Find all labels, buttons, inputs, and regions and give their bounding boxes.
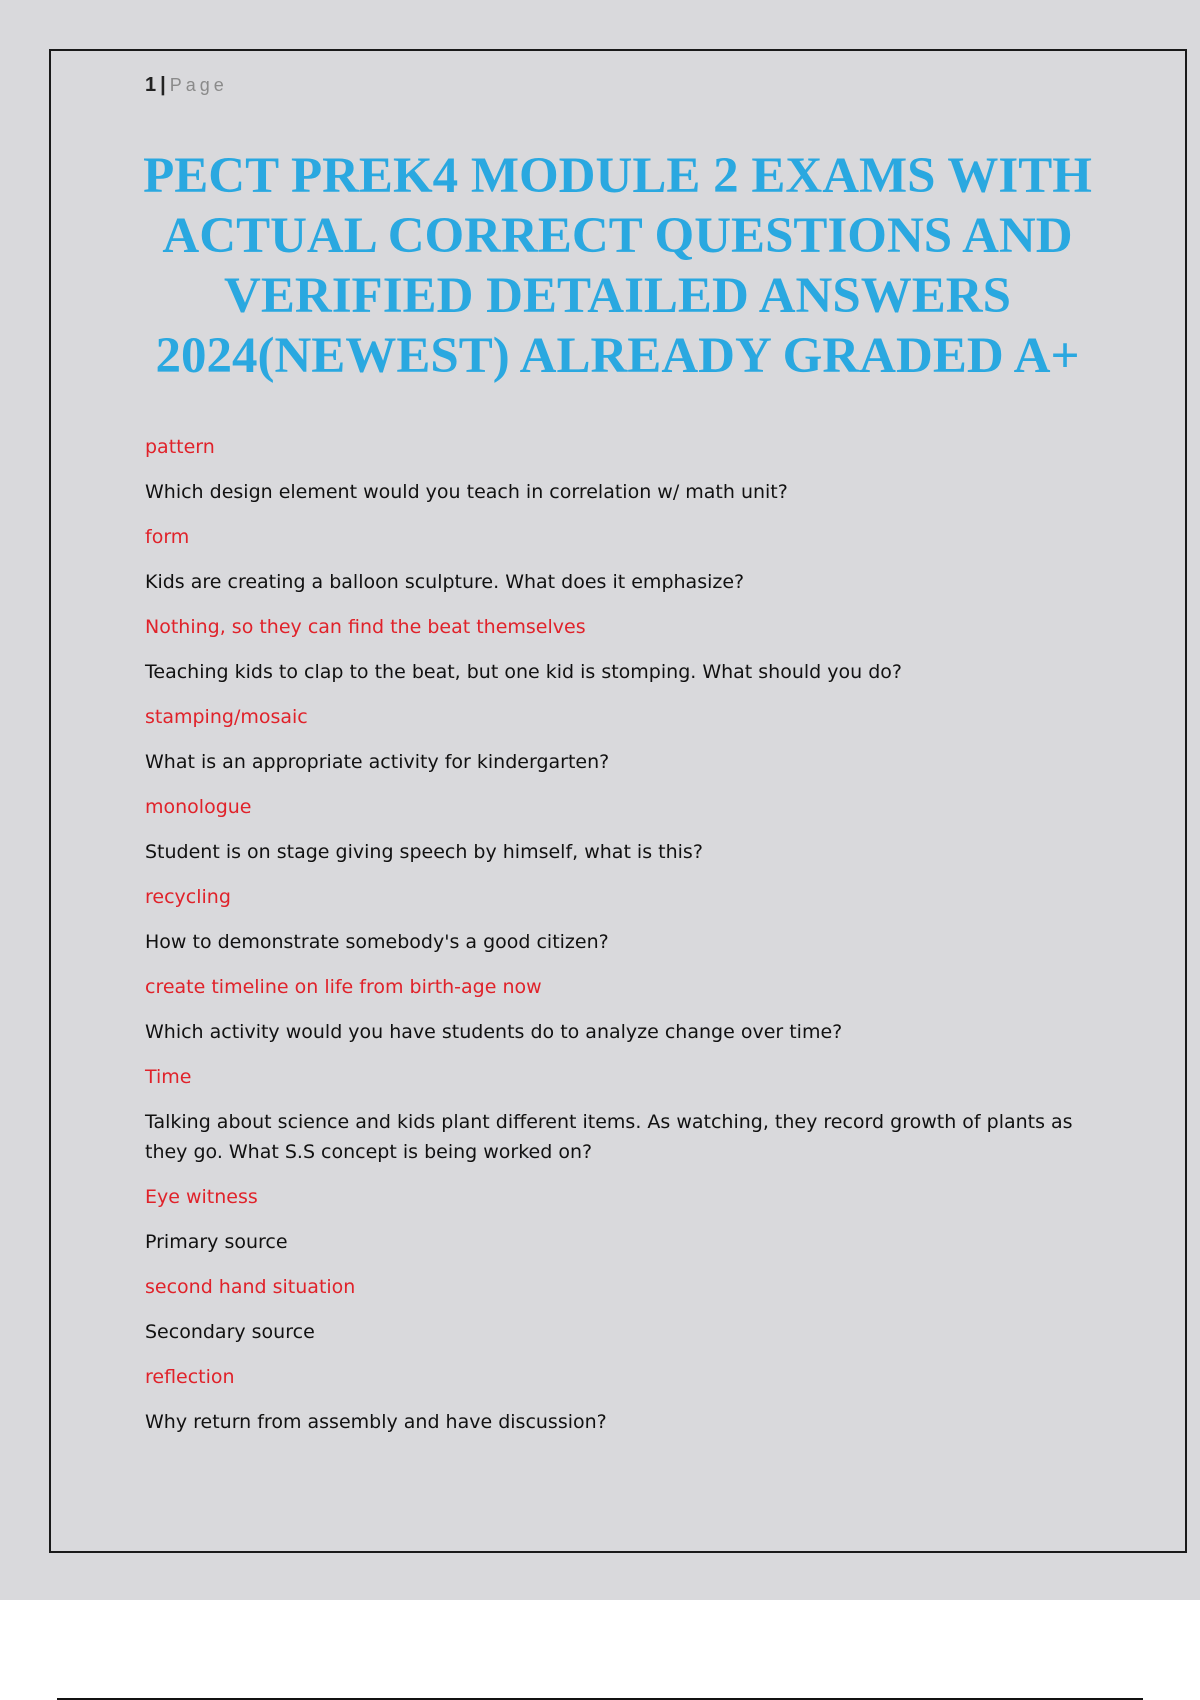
document-title: PECT PREK4 MODULE 2 EXAMS WITH ACTUAL CORRECT QUESTIONS AND VERIFIED DETAILED ANSWERS 2024(NEWEST) ALREADY GRADED A+ [143,148,1092,384]
page-number-label: Page [169,75,228,95]
definition: Student is on stage giving speech by himself, what is this? [145,841,703,863]
term: pattern [145,436,215,458]
definition: Which activity would you have students do to analyze change over time? [145,1021,843,1043]
definition: Talking about science and kids plant different items. As watching, they record growth of plants as they go. What S.S concept is being worked on? [145,1111,1073,1163]
definition: Kids are creating a balloon sculpture. What does it emphasize? [145,571,745,593]
page-number-value: 1 [145,74,157,96]
term: stamping/mosaic [145,706,308,728]
term: Time [145,1066,192,1088]
definition: What is an appropriate activity for kindergarten? [145,751,610,773]
term: create timeline on life from birth-age now [145,976,542,998]
definition: Why return from assembly and have discussion? [145,1411,607,1433]
qa-list [145,432,1085,1452]
term: recycling [145,886,231,908]
definition: Secondary source [145,1321,315,1343]
page-number [145,74,228,97]
term: form [145,526,190,548]
term: monologue [145,796,252,818]
term: second hand situation [145,1276,356,1298]
definition: Which design element would you teach in correlation w/ math unit? [145,481,788,503]
definition: Teaching kids to clap to the beat, but one kid is stomping. What should you do? [145,661,902,683]
term: reflection [145,1366,235,1388]
definition: How to demonstrate somebody's a good citizen? [145,931,609,953]
term: Eye witness [145,1186,258,1208]
page-number-separator: | [160,74,166,96]
definition: Primary source [145,1231,288,1253]
term: Nothing, so they can find the beat themselves [145,616,586,638]
